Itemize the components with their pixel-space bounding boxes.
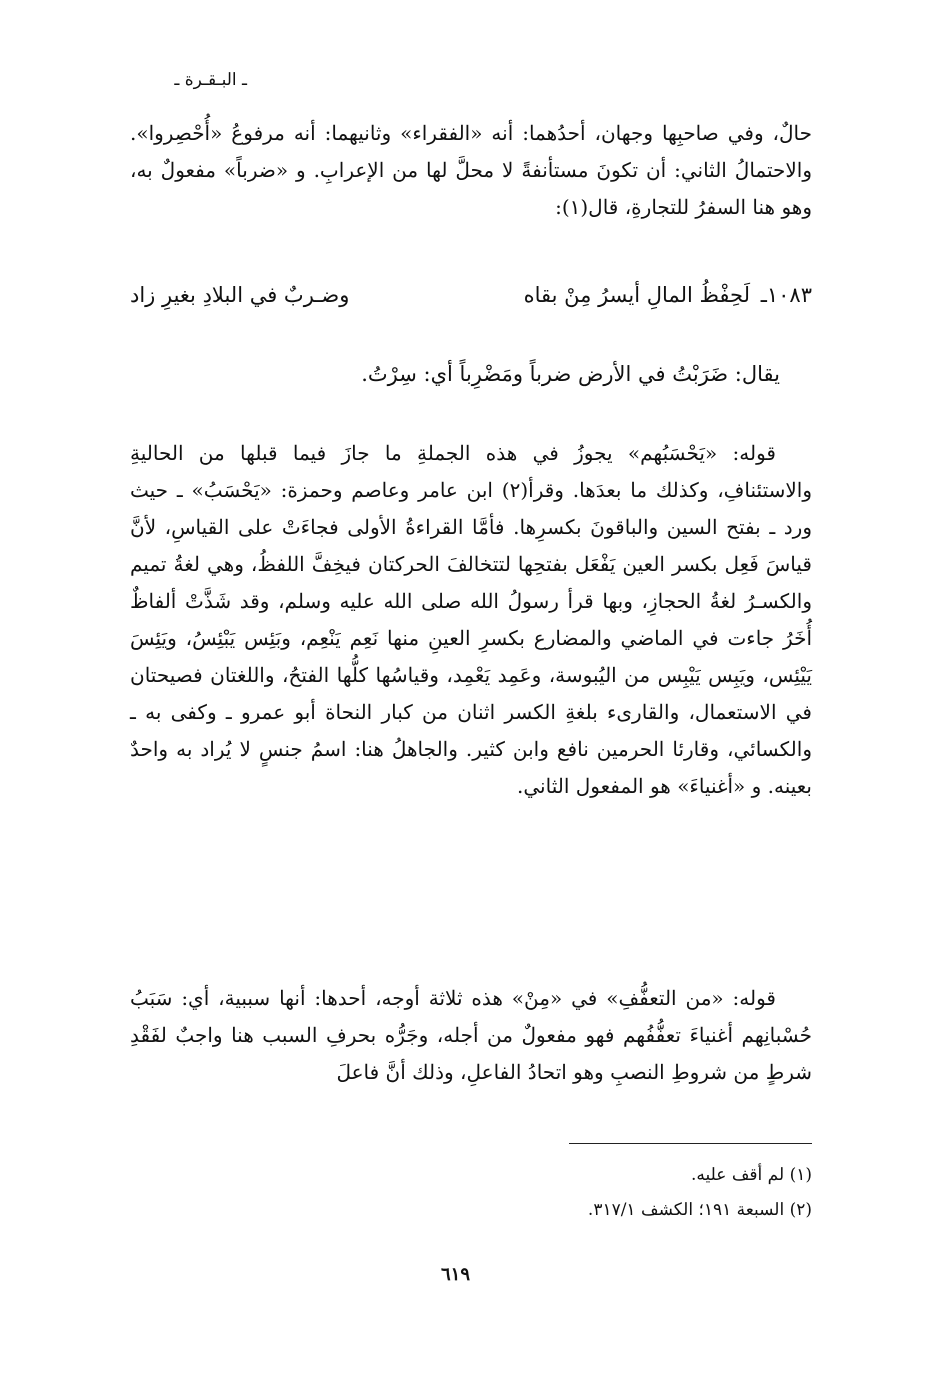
verse-second-hemistich: وضـربٌ في البلادِ بغيرِ زاد — [130, 283, 350, 307]
paragraph-taaffuf — [130, 980, 812, 1091]
paragraph-text: قوله: «يَحْسَبُهم» يجوزُ في هذه الجملةِ ما جازَ فيما قبلها من الحاليةِ والاستئنافِ، وكذلك ما بعدَها. وقرأ(٢) ابن عامر وعاصم وحمزة: «يَحْسَبُ» ـ حيث ورد ـ بفتح السين والباقونَ بكسرِها. فأمَّا القراءةُ الأولى فجاءَتْ على القياسِ، لأنَّ قياسَ فَعِل بكسر العين يَفْعَل بفتحِها لتتخالفَ الحركتان فيخِفَّ اللفظُ، وهي لغةُ تميم والكسـرُ لغةُ الحجازِ، وبها قرأ رسولُ الله صلى الله عليه وسلم، وقد شَذَّتْ ألفاظٌ أُخَرُ جاءت في الماضي والمضارع بكسرِ العينِ منها نَعِم يَنْعِم، وبَئِس يَبْئِسُ، ويَئِسَ يَيْئِس، ويَبِس يَيْبِس من اليُبوسة، وعَمِد يَعْمِد، وقياسُها كلُّها الفتحُ، واللغتان فصيحتان في الاستعمال، والقارىء بلغةِ الكسر اثنان من كبار النحاة أبو عمرو ـ وكفى به ـ والكسائي، وقارئا الحرمين نافع وابن كثير. والجاهلُ هنا: اسمُ جنسٍ لا يُراد به واحدٌ بعينه. و «أغنياءَ» هو المفعول الثاني. — [130, 441, 812, 798]
verse-number: ١٠٨٣ـ — [760, 283, 812, 307]
verse-explanation: يقال: ضَرَبْتُ في الأرض ضرباً ومَضْرِباً أي: سِرْتُ. — [361, 362, 780, 386]
paragraph-intro — [130, 115, 812, 226]
verse-first-hemistich: لَحِفْظُ المالِ أيسرُ مِنْ بقاه — [523, 283, 750, 307]
footnote-divider — [569, 1143, 812, 1144]
paragraph-yahsabuhum — [130, 435, 812, 805]
footnote-1: (١) لم أقف عليه. — [691, 1165, 812, 1185]
poetry-verse — [130, 283, 812, 323]
paragraph-text: قوله: «من التعفُّفِ» في «مِنْ» هذه ثلاثة أوجه، أحدها: أنها سببية، أي: سَبَبُ حُسْبانِهم أغنياءَ تعفُّفُهم فهو مفعولٌ من أجله، وجَرُّه بحرفِ السبب هنا واجبٌ لفَقْدِ شرطٍ من شروطِ النصبِ وهو اتحادُ الفاعلِ، وذلك أنَّ فاعلَ — [130, 986, 812, 1084]
footnote-2: (٢) السبعة ١٩١؛ الكشف ٣١٧/١. — [587, 1200, 812, 1220]
footnotes — [588, 1158, 812, 1228]
page-number: ٦١٩ — [441, 1264, 471, 1285]
running-header: ـ البـقـرة ـ — [174, 70, 247, 90]
paragraph-text: حالٌ، وفي صاحبِها وجهان، أحدُهما: أنه «الفقراء» وثانيهما: أنه مرفوعُ «أُحْصِروا». والاحتمالُ الثاني: أن تكونَ مستأنفةً لا محلَّ لها من الإعرابِ. و «ضرباً» مفعولٌ به، وهو هنا السفرُ للتجارةِ، قال(١): — [130, 121, 812, 219]
